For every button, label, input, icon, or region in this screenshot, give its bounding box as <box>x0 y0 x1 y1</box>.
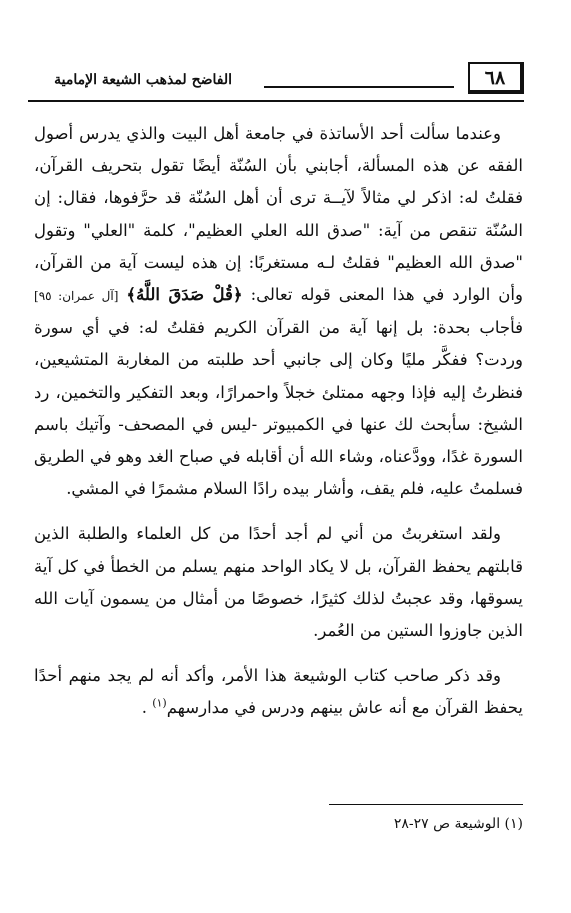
running-title: الفاضح لمذهب الشيعة الإمامية <box>54 72 232 88</box>
page-header <box>28 62 524 104</box>
paragraph-3-end: . <box>141 698 153 718</box>
footnote-marker: (١) <box>152 696 167 710</box>
paragraph-3 <box>34 660 523 724</box>
paragraph-1-continuation: فأجاب بحدة: بل إنها آية من القرآن الكريم فقلتُ له: في أي سورة وردت؟ ففكَّر مليًا وكان إلى جانبي أحد طلبته من المغاربة المتشيعين، فنظرتُ إليه فإذا وجهه ممتلئ خجلاً واحمرارًا، وبعد التفكير والتخمين، رد الشيخ: سأبحث لك عنها في الكمبيوتر -ليس في المصحف- وآتيك باسم السورة غدًا، وودَّعناه، وشاء الله أن أقابله في صباح الغد وهو في الطريق فسلمتُ عليه، فلم يقف، وأشار بيده رادًا السلام مشمرًا في المشي. <box>34 318 523 499</box>
paragraph-2 <box>34 518 523 647</box>
sura-reference: [آل عمران: ٩٥] <box>34 289 119 304</box>
paragraph-3-text: وقد ذكر صاحب كتاب الوشيعة هذا الأمر، وأكد أنه لم يجد منهم أحدًا يحفظ القرآن مع أنه عاش بينهم ودرس في مدارسهم <box>34 666 523 718</box>
page-number: ٦٨ <box>468 62 524 94</box>
paragraph-2-text: ولقد استغربتُ من أني لم أجد أحدًا من كل العلماء والطلبة الذين قابلتهم يحفظ القرآن، بل لا يكاد الواحد منهم يسلم من الخطأ في كل آية يسوقها، وقد عجبتُ لذلك كثيرًا، خصوصًا من أمثال من يسمون آيات الله الذين جاوزوا الستين من العُمر. <box>34 524 523 641</box>
header-rule-bottom <box>28 100 524 102</box>
header-rule-top <box>264 86 454 88</box>
quran-verse: ﴿قُلْ صَدَقَ اللَّهُ﴾ <box>126 285 243 305</box>
footnote: (١) الوشيعة ص ٢٧-٢٨ <box>393 816 523 832</box>
paragraph-1-text: وعندما سألت أحد الأساتذة في جامعة أهل البيت والذي يدرس أصول الفقه عن هذه المسألة، أجابني بأن السُنّة أيضًا تقول بتحريف القرآن، فقلتُ له: اذكر لي مثالاً لآيــة ترى أن أهل السُنّة قد حرَّفوها، فقال: إن السُنّة تنقص من آية: "صدق الله العلي العظيم"، كلمة "العلي" وتقول "صدق الله العظيم" فقلتُ لـه مستغربًا: إن هذه ليست آية من القرآن، وأن الوارد في هذا المعنى قوله تعالى: <box>34 124 523 305</box>
paragraph-1 <box>34 118 523 505</box>
body-text <box>34 118 523 725</box>
footnote-separator <box>329 804 523 805</box>
